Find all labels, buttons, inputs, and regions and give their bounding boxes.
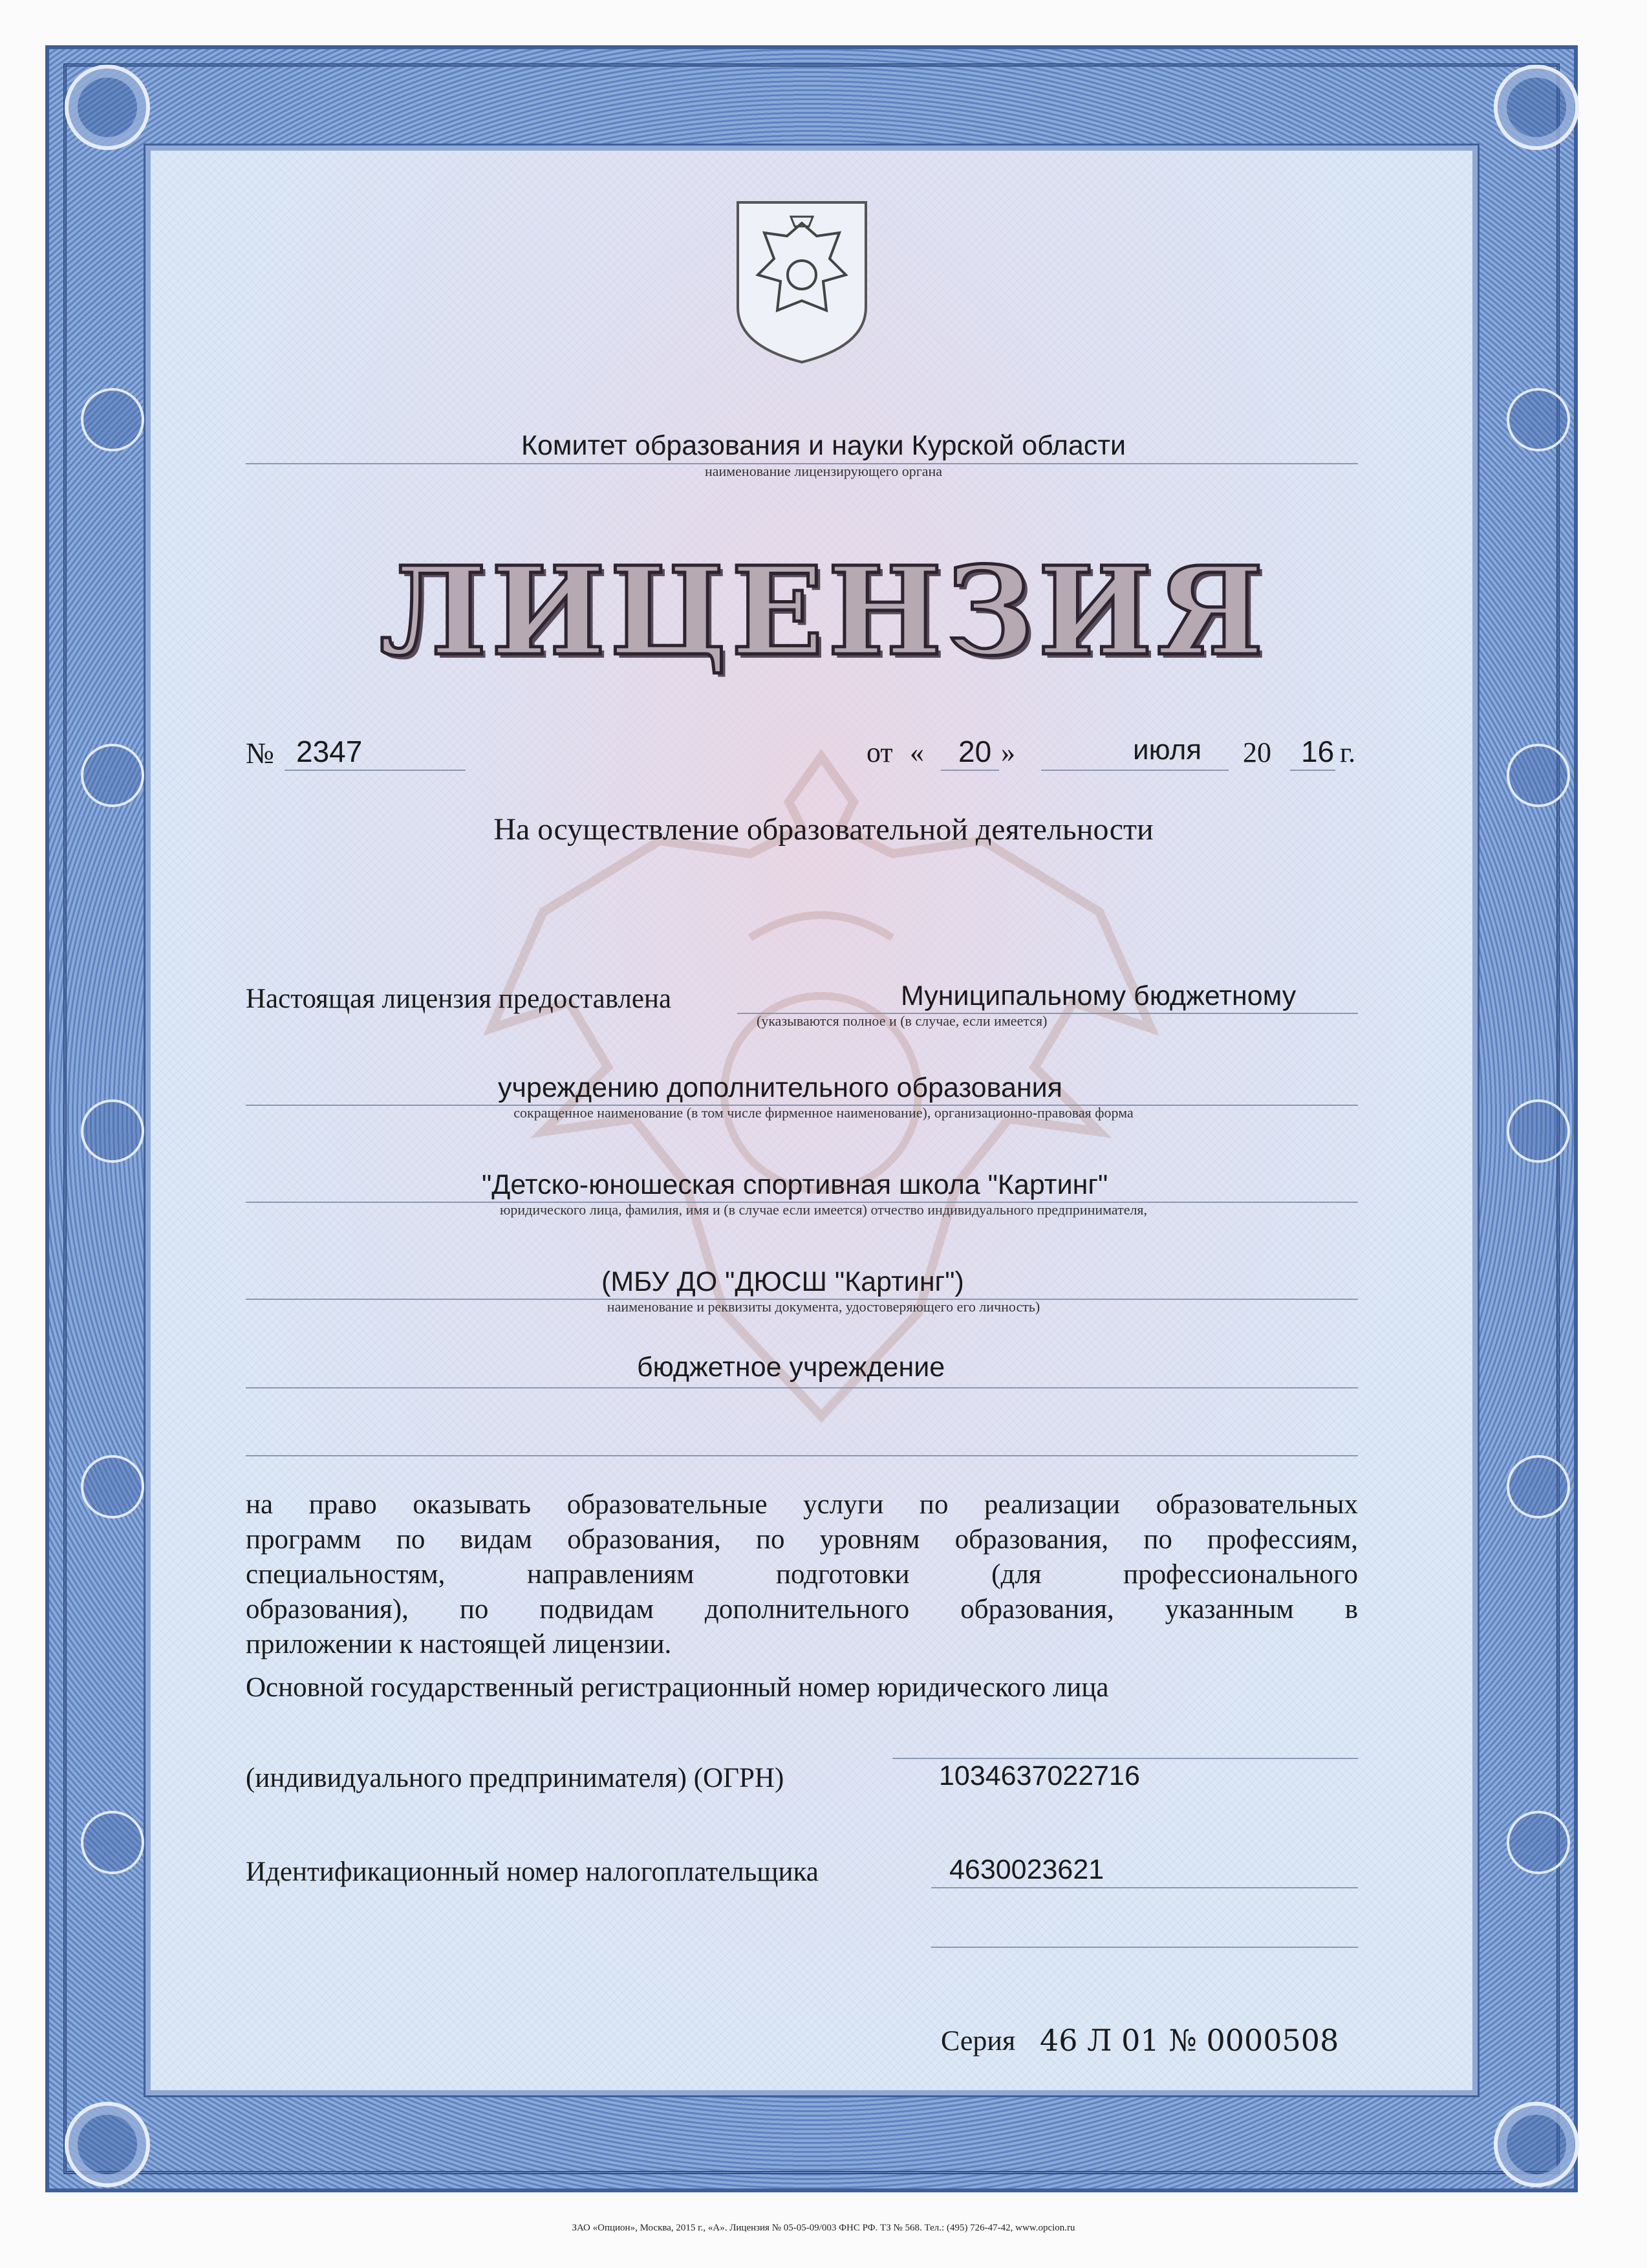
authority-hint: наименование лицензирующего органа: [704, 463, 943, 479]
holder-hint-1: (указываются полное и (в случае, если имеется): [757, 1013, 1048, 1029]
side-ornament-icon: [1507, 1811, 1570, 1874]
rights-line: специальностям, направлениям подготовки (для профессионального: [246, 1559, 1358, 1590]
rights-paragraph: [246, 1487, 1358, 1662]
inn-label: Идентификационный номер налогоплательщика: [246, 1857, 819, 1887]
holder-line-4: (МБУ ДО "ДЮСШ "Картинг"): [601, 1266, 964, 1297]
date-close-quote: »: [1001, 737, 1015, 768]
side-ornament-icon: [1507, 744, 1570, 807]
coat-of-arms-icon: [733, 197, 871, 365]
rights-line: образования), по подвидам дополнительного образования, указанным в: [246, 1594, 1358, 1625]
corner-ornament-icon: [1494, 2102, 1579, 2187]
holder-hint-3: юридического лица, фамилия, имя и (в случае если имеется) отчество индивидуального предпринимателя,: [499, 1202, 1148, 1218]
date-from-label: от: [867, 737, 893, 768]
number-label: №: [246, 737, 274, 770]
rights-line: программ по видам образования, по уровням образования, по профессиям,: [246, 1524, 1358, 1555]
holder-hint-2: сокращенное наименование (в том числе фирменное наименование), организационно-правовая форма: [513, 1105, 1134, 1121]
number-underline: [285, 770, 466, 771]
inn-underline: [931, 1887, 1358, 1888]
side-ornament-icon: [81, 1455, 144, 1518]
rights-line: на право оказывать образовательные услуги по реализации образовательных: [246, 1489, 1358, 1520]
date-day: 20: [958, 735, 992, 768]
date-month: июля: [1133, 734, 1202, 766]
holder-line-1: Муниципальному бюджетному: [901, 980, 1297, 1011]
date-year-unit: г.: [1340, 737, 1356, 768]
holder-line-2: учреждению дополнительного образования: [498, 1072, 1062, 1103]
year-underline: [1290, 770, 1335, 771]
holder-line-3: "Детско-юношеская спортивная школа "Картинг": [482, 1169, 1108, 1200]
printer-imprint: ЗАО «Опцион», Москва, 2015 г., «А». Лицензия № 05-05-09/003 ФНС РФ. ТЗ № 568. Тел.: (495) 726-47-42, www.opcion.ru: [572, 2223, 1075, 2233]
corner-ornament-icon: [1494, 65, 1579, 150]
side-ornament-icon: [1507, 1455, 1570, 1518]
date-year-suffix: 16: [1301, 735, 1335, 768]
ogrn-label-2: (индивидуального предпринимателя) (ОГРН): [246, 1763, 784, 1793]
granted-to-label: Настоящая лицензия предоставлена: [246, 984, 672, 1014]
side-ornament-icon: [81, 744, 144, 807]
document-title: ЛИЦЕНЗИЯ: [379, 540, 1268, 683]
activity-type: На осуществление образовательной деятельности: [493, 812, 1154, 847]
holder-underline-6: [246, 1455, 1358, 1456]
holder-line-5: бюджетное учреждение: [637, 1352, 945, 1383]
ogrn-label-1: Основной государственный регистрационный номер юридического лица: [246, 1672, 1109, 1703]
licensing-authority: Комитет образования и науки Курской области: [521, 430, 1126, 461]
ogrn-value: 1034637022716: [939, 1760, 1140, 1791]
day-underline: [941, 770, 999, 771]
date-year-prefix: 20: [1243, 737, 1271, 768]
corner-ornament-icon: [65, 65, 150, 150]
date-open-quote: «: [910, 737, 924, 768]
inn-value: 4630023621: [949, 1854, 1104, 1885]
license-number: 2347: [296, 735, 363, 768]
month-underline: [1041, 770, 1229, 771]
series-value: 46 Л 01 № 0000508: [1040, 2023, 1339, 2058]
rights-line: приложении к настоящей лицензии.: [246, 1629, 672, 1659]
side-ornament-icon: [81, 1811, 144, 1874]
corner-ornament-icon: [65, 2102, 150, 2187]
inn-extra-line: [931, 1947, 1358, 1948]
holder-hint-4: наименование и реквизиты документа, удостоверяющего его личность): [607, 1299, 1040, 1315]
series-label: Серия: [941, 2025, 1016, 2057]
ogrn-top-line: [892, 1758, 1358, 1759]
holder-underline-5: [246, 1387, 1358, 1388]
